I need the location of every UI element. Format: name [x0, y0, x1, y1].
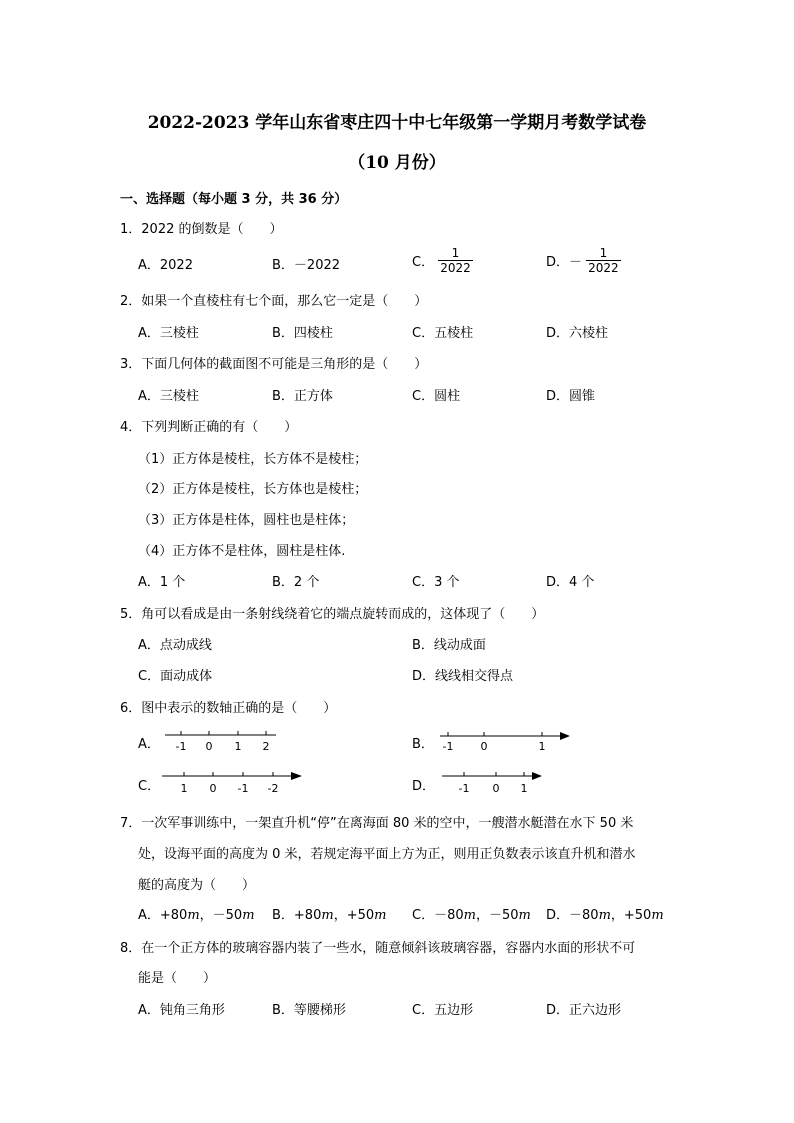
q8-option-d: D．正六边形: [546, 1003, 622, 1018]
q8-option-c: C．五边形: [412, 1003, 474, 1018]
q7-option-c: [412, 904, 531, 923]
q1-d-numerator: 1: [599, 246, 608, 260]
q7-option-d: [546, 904, 664, 923]
axis-tick-label: 0: [205, 740, 213, 753]
q4-statement-3: （3）正方体是柱体，圆柱也是柱体；: [138, 513, 355, 528]
axis-tick-label: 1: [180, 782, 188, 795]
axis-tick-label: 1: [234, 740, 242, 753]
axis-arrowhead: [532, 772, 542, 780]
question-8-line2: 能是（ ）: [138, 971, 217, 986]
q7-b-value: B．+80: [272, 908, 322, 923]
axis-arrowhead: [291, 772, 302, 780]
q1-option-d-prefix: D．－: [546, 255, 583, 270]
q2-option-d: D．六棱柱: [546, 326, 609, 341]
axis-tick-label: 0: [492, 782, 500, 795]
q2-option-c: C．五棱柱: [412, 326, 474, 341]
q1-option-c-fraction: [438, 246, 473, 275]
unit-m: m: [321, 908, 334, 923]
unit-m: m: [651, 908, 664, 923]
question-4-stem: 4．下列判断正确的有（ ）: [120, 420, 298, 435]
q4-option-b: B．2 个: [272, 575, 320, 590]
q6-option-b-label: B．: [412, 737, 434, 752]
unit-m: m: [463, 908, 476, 923]
axis-tick-label: -1: [175, 740, 187, 753]
unit-m: m: [374, 908, 387, 923]
axis-tick-label: -1: [442, 740, 454, 753]
unit-m: m: [187, 908, 200, 923]
q3-option-d: D．圆锥: [546, 389, 596, 404]
q5-option-d: D．线线相交得点: [412, 669, 514, 684]
page-title-line2: （10 月份）: [348, 153, 446, 173]
question-7-line2: 处，设海平面的高度为 0 米，若规定海平面上方为正，则用正负数表示该直升机和潜水: [138, 847, 636, 862]
axis-tick-label: 1: [538, 740, 546, 753]
q6-option-c-label: C．: [138, 779, 161, 794]
question-5-stem: 5．角可以看成是由一条射线绕着它的端点旋转而成的，这体现了（ ）: [120, 607, 545, 622]
q1-d-denominator: 2022: [588, 261, 619, 275]
q1-option-d-fraction: [586, 246, 621, 275]
axis-arrowhead: [560, 732, 570, 740]
q7-a-value: A．+80: [138, 908, 188, 923]
q7-option-b: [272, 904, 386, 923]
q3-option-c: C．圆柱: [412, 389, 461, 404]
q6-number-line-a: [162, 726, 282, 754]
question-7-line1: 7．一次军事训练中，一架直升机“停”在离海面 80 米的空中，一艘潜水艇潜在水下 50 米: [120, 816, 634, 831]
question-7-line3: 艇的高度为（ ）: [138, 878, 256, 893]
q1-option-d: [546, 246, 621, 275]
q3-option-b: B．正方体: [272, 389, 333, 404]
q6-option-d-label: D．: [412, 779, 436, 794]
q4-option-a: A．1 个: [138, 575, 186, 590]
question-1-stem: 1．2022 的倒数是（ ）: [120, 222, 283, 237]
q7-c-value: C．－80: [412, 908, 464, 923]
q7-a-rest: ，－50: [199, 908, 243, 923]
q4-option-c: C．3 个: [412, 575, 460, 590]
question-8-line1: 8．在一个正方体的玻璃容器内装了一些水，随意倾斜该玻璃容器，容器内水面的形状不可: [120, 941, 636, 956]
q5-option-c: C．面动成体: [138, 669, 213, 684]
q7-b-rest: ，+50: [333, 908, 375, 923]
q4-statement-4: （4）正方体不是柱体，圆柱是柱体.: [138, 544, 346, 559]
q6-option-a-label: A．: [138, 737, 160, 752]
q1-c-denominator: 2022: [440, 261, 471, 275]
q6-number-line-b: [436, 726, 576, 754]
q7-c-rest: ，－50: [475, 908, 519, 923]
q5-option-a: A．点动成线: [138, 638, 212, 653]
q1-option-c-prefix: C．: [412, 255, 435, 270]
axis-tick-label: 0: [480, 740, 488, 753]
unit-m: m: [598, 908, 611, 923]
section-heading: 一、选择题（每小题 3 分，共 36 分）: [120, 192, 348, 207]
page-title-line1: 2022-2023 学年山东省枣庄四十中七年级第一学期月考数学试卷: [147, 113, 647, 133]
q6-number-line-c: [160, 766, 306, 796]
q7-d-value: D．－80: [546, 908, 599, 923]
q2-option-b: B．四棱柱: [272, 326, 333, 341]
q1-c-numerator: 1: [451, 246, 460, 260]
axis-tick-label: -2: [267, 782, 279, 795]
unit-m: m: [518, 908, 531, 923]
q4-statement-1: （1）正方体是棱柱，长方体不是棱柱；: [138, 452, 368, 467]
axis-tick-label: -1: [237, 782, 249, 795]
q7-option-a: [138, 904, 255, 923]
axis-tick-label: 0: [209, 782, 217, 795]
question-3-stem: 3．下面几何体的截面图不可能是三角形的是（ ）: [120, 357, 428, 372]
q8-option-a: A．钝角三角形: [138, 1003, 225, 1018]
unit-m: m: [242, 908, 255, 923]
q8-option-b: B．等腰梯形: [272, 1003, 346, 1018]
q1-option-a: A．2022: [138, 258, 193, 273]
axis-tick-label: 2: [262, 740, 270, 753]
q1-option-c: [412, 246, 473, 275]
question-2-stem: 2．如果一个直棱柱有七个面，那么它一定是（ ）: [120, 294, 428, 309]
question-6-stem: 6．图中表示的数轴正确的是（ ）: [120, 701, 337, 716]
q2-option-a: A．三棱柱: [138, 326, 199, 341]
q4-option-d: D．4 个: [546, 575, 595, 590]
q1-option-b: B．－2022: [272, 258, 341, 273]
axis-tick-label: 1: [520, 782, 528, 795]
q7-d-rest: ，+50: [610, 908, 652, 923]
q6-number-line-d: [438, 766, 548, 796]
axis-tick-label: -1: [458, 782, 470, 795]
q4-statement-2: （2）正方体是棱柱，长方体也是棱柱；: [138, 482, 368, 497]
q5-option-b: B．线动成面: [412, 638, 486, 653]
q3-option-a: A．三棱柱: [138, 389, 199, 404]
